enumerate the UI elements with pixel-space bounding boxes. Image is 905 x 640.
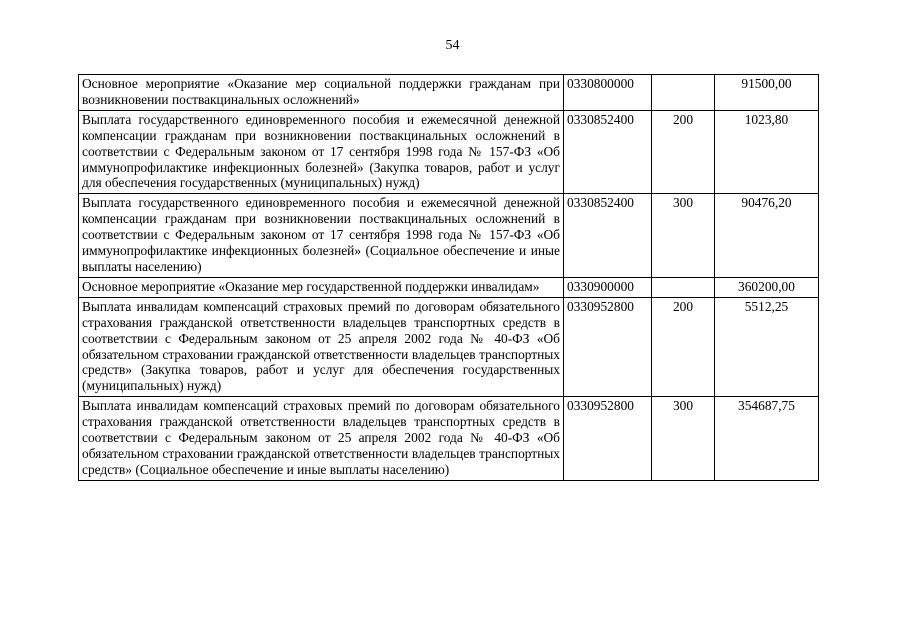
table-row [79, 397, 819, 481]
row-code-cell: 0330852400 [564, 110, 652, 194]
table-row [79, 75, 819, 111]
row-code-cell: 0330800000 [564, 75, 652, 111]
row-name-cell: Основное мероприятие «Оказание мер социальной поддержки гражданам при возникновении поствакцинальных осложнений» [79, 75, 564, 111]
row-type-cell: 200 [652, 297, 715, 396]
row-type-cell: 300 [652, 397, 715, 481]
row-sum-cell: 360200,00 [715, 277, 819, 297]
row-type-cell [652, 75, 715, 111]
row-code-cell: 0330900000 [564, 277, 652, 297]
row-sum-cell: 5512,25 [715, 297, 819, 396]
budget-table [78, 74, 819, 481]
table-row [79, 194, 819, 278]
row-name-cell: Выплата инвалидам компенсаций страховых премий по договорам обязательного страхования гражданской ответственности владельцев транспортных средств в соответствии с Федеральным законом от 25 апреля 2002 года № 40-ФЗ «Об обязательном страховании гражданской ответственности владельцев транспортных средств» (Социальное обеспечение и иные выплаты населению) [79, 397, 564, 481]
table-row [79, 277, 819, 297]
row-type-cell: 200 [652, 110, 715, 194]
table-row [79, 110, 819, 194]
row-name-cell: Основное мероприятие «Оказание мер государственной поддержки инвалидам» [79, 277, 564, 297]
row-code-cell: 0330952800 [564, 297, 652, 396]
row-sum-cell: 354687,75 [715, 397, 819, 481]
page-number: 54 [445, 38, 460, 53]
table-row [79, 297, 819, 396]
row-name-cell: Выплата государственного единовременного пособия и ежемесячной денежной компенсации гражданам при возникновении поствакцинальных осложнений в соответствии с Федеральным законом от 17 сентября 1998 года № 157-ФЗ «Об иммунопрофилактике инфекционных болезней» (Закупка товаров, работ и услуг для обеспечения государственных (муниципальных) нужд) [79, 110, 564, 194]
row-sum-cell: 90476,20 [715, 194, 819, 278]
row-sum-cell: 1023,80 [715, 110, 819, 194]
row-code-cell: 0330852400 [564, 194, 652, 278]
row-type-cell [652, 277, 715, 297]
row-name-cell: Выплата государственного единовременного пособия и ежемесячной денежной компенсации гражданам при возникновении поствакцинальных осложнений в соответствии с Федеральным законом от 17 сентября 1998 года № 157-ФЗ «Об иммунопрофилактике инфекционных болезней» (Социальное обеспечение и иные выплаты населению) [79, 194, 564, 278]
row-type-cell: 300 [652, 194, 715, 278]
row-code-cell: 0330952800 [564, 397, 652, 481]
row-sum-cell: 91500,00 [715, 75, 819, 111]
row-name-cell: Выплата инвалидам компенсаций страховых премий по договорам обязательного страхования гражданской ответственности владельцев транспортных средств в соответствии с Федеральным законом от 25 апреля 2002 года № 40-ФЗ «Об обязательном страховании гражданской ответственности владельцев транспортных средств» (Закупка товаров, работ и услуг для обеспечения государственных (муниципальных) нужд) [79, 297, 564, 396]
